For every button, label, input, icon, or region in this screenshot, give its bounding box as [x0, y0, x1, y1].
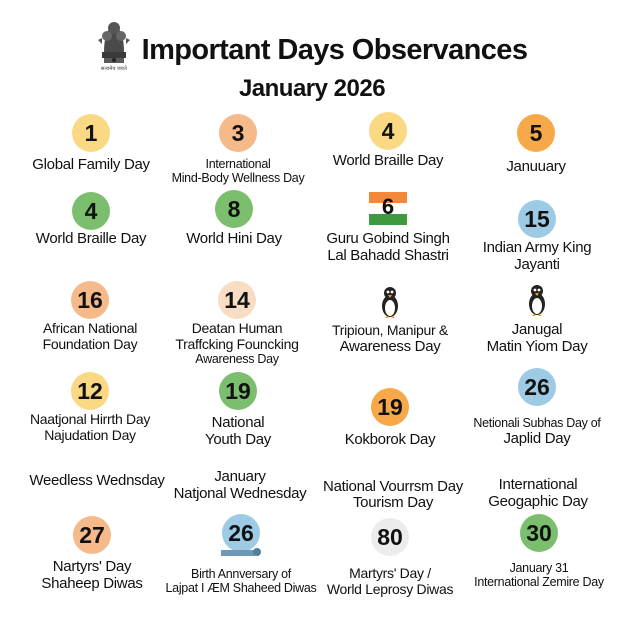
date-badge: 19 — [371, 388, 409, 426]
page-subtitle: January 2026 — [238, 75, 386, 102]
day-card — [13, 192, 169, 247]
day-label: Najudation Day — [44, 427, 136, 443]
day-card — [160, 114, 316, 185]
date-badge: 14 — [218, 281, 256, 319]
day-card — [312, 518, 468, 597]
day-label: National — [211, 414, 265, 431]
day-label: Japlid Day — [503, 430, 571, 447]
day-label: Nartyrs' Day — [52, 558, 132, 575]
day-label: Martyrs' Day / — [349, 565, 431, 581]
day-card — [159, 281, 315, 366]
date-badge: 16 — [71, 281, 109, 319]
day-label: Lal Bahadd Shastri — [327, 247, 449, 264]
day-label: January 31 — [509, 561, 569, 575]
day-label: Foundation Day — [42, 336, 138, 352]
day-label: International — [205, 157, 271, 171]
penguin-icon — [518, 281, 556, 319]
date-badge: 5 — [517, 114, 555, 152]
day-card — [459, 200, 615, 273]
day-label: Januuary — [506, 158, 566, 175]
day-label: World Hini Day — [186, 230, 282, 247]
date-badge: 15 — [518, 200, 556, 238]
day-card — [458, 114, 614, 175]
day-label: Natjonal Wednesday — [173, 485, 307, 502]
date-badge: 6 — [381, 194, 395, 219]
candle-icon — [219, 548, 263, 558]
day-card — [312, 388, 468, 448]
day-label: Awareness Day — [339, 338, 441, 355]
day-label: Jayanti — [514, 256, 560, 273]
date-badge: 26 — [518, 368, 556, 406]
penguin-icon — [371, 283, 409, 321]
day-card — [12, 372, 168, 443]
day-label: Lajpat I ÆM Shaheed Diwas — [165, 581, 317, 595]
day-card — [310, 190, 466, 264]
day-card — [14, 516, 170, 592]
date-badge-icon — [219, 514, 263, 558]
day-label: Indian Army King — [482, 239, 592, 256]
date-badge: 19 — [219, 372, 257, 410]
date-badge: 30 — [520, 514, 558, 552]
day-label: Matin Yiom Day — [486, 338, 588, 355]
day-label: Netionali Subhas Day of — [473, 416, 601, 430]
day-card — [312, 283, 468, 355]
day-label: Weedless Wednsday — [29, 472, 165, 489]
day-label: Naatjonal Hirrth Day — [29, 411, 151, 427]
day-label: Deatan Human — [191, 320, 283, 336]
day-card — [12, 281, 168, 352]
day-label: Shaheep Diwas — [41, 575, 143, 592]
day-label: Global Family Day — [32, 156, 150, 173]
day-card — [160, 372, 316, 448]
date-badge: 3 — [219, 114, 257, 152]
day-card — [461, 514, 617, 589]
day-card — [459, 368, 615, 447]
day-label: Geogaphic Day — [488, 493, 588, 510]
day-label: International — [498, 476, 578, 493]
emblem-caption: सत्यमेव जयते — [100, 66, 128, 72]
day-label: World Braille Day — [35, 230, 147, 247]
date-badge: 80 — [371, 518, 409, 556]
date-badge: 26 — [222, 514, 260, 552]
day-label: African National — [42, 320, 138, 336]
day-label: Tripioun, Manipur & — [332, 322, 448, 338]
date-badge: 4 — [72, 192, 110, 230]
day-label: Janugal — [511, 321, 563, 338]
day-card — [459, 281, 615, 355]
day-card — [310, 112, 466, 169]
date-badge: 8 — [215, 190, 253, 228]
day-label: World Leprosy Diwas — [326, 581, 454, 597]
indian-flag-icon — [369, 190, 407, 228]
day-label: Youth Day — [205, 431, 271, 448]
day-label: International Zemire Day — [474, 575, 604, 589]
day-label: World Braille Day — [332, 152, 444, 169]
date-badge: 12 — [71, 372, 109, 410]
day-card — [156, 190, 312, 247]
date-badge: 27 — [73, 516, 111, 554]
day-label: January — [214, 468, 266, 485]
date-badge: 4 — [369, 112, 407, 150]
day-label: National Vourrsm Day — [323, 478, 463, 495]
day-label: Tourism Day — [352, 494, 434, 511]
day-label: Birth Annversary of — [191, 567, 291, 581]
date-badge: 1 — [72, 114, 110, 152]
day-card — [163, 514, 319, 595]
day-label: Mind-Body Wellness Day — [171, 171, 305, 185]
page-title: Important Days Observances — [141, 34, 528, 66]
day-label: Awareness Day — [195, 352, 279, 366]
day-label: Traffcking Founcking — [175, 336, 299, 352]
day-label: Guru Gobind Singh — [326, 230, 450, 247]
day-label: Kokborok Day — [344, 431, 436, 448]
day-card — [13, 114, 169, 173]
